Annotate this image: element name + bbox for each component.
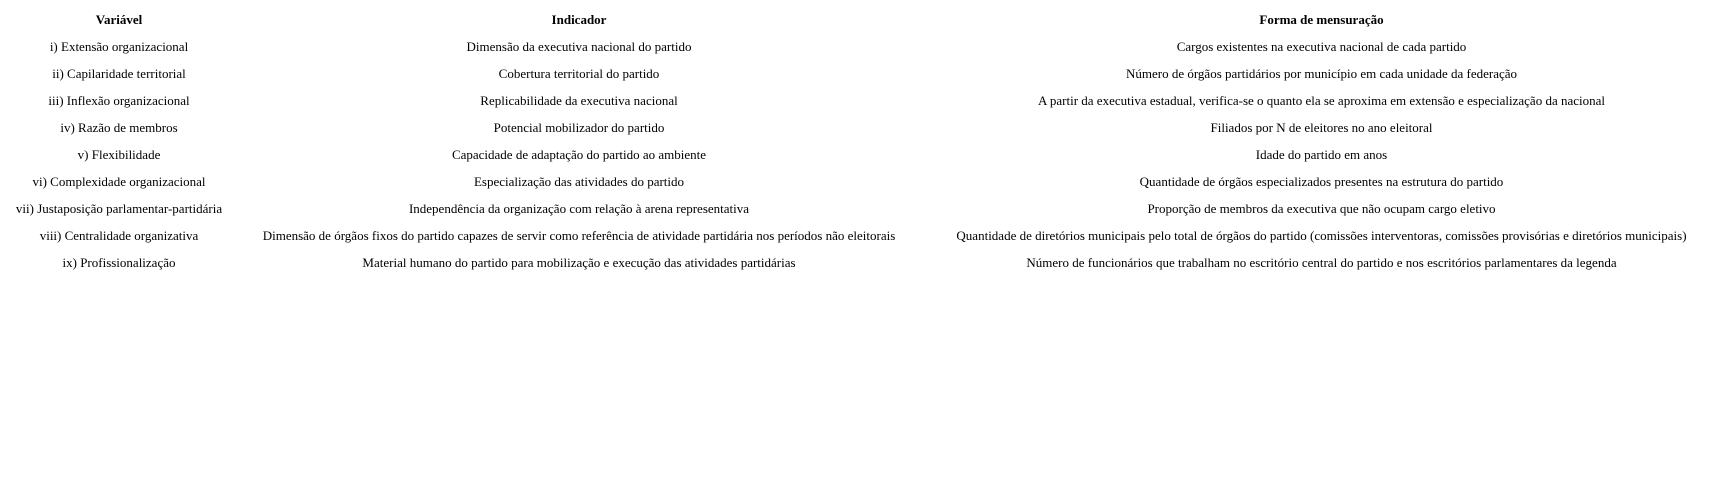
cell-mensuracao: Quantidade de órgãos especializados presentes na estrutura do partido [1139, 174, 1504, 189]
cell-variavel: i) Extensão organizacional [49, 39, 189, 54]
cell-variavel: v) Flexibilidade [77, 147, 161, 162]
table-header [4, 6, 1719, 33]
cell-variavel: iv) Razão de membros [60, 120, 178, 135]
cell-mensuracao: Filiados por N de eleitores no ano eleitoral [1210, 120, 1433, 135]
table-body [4, 33, 1719, 276]
cell-mensuracao: Idade do partido em anos [1255, 147, 1388, 162]
cell-indicador: Potencial mobilizador do partido [493, 120, 665, 135]
cell-variavel: viii) Centralidade organizativa [39, 228, 199, 243]
table-row [4, 222, 1719, 249]
cell-mensuracao: Número de órgãos partidários por município em cada unidade da federação [1125, 66, 1518, 81]
variables-table [4, 6, 1719, 276]
cell-variavel: ix) Profissionalização [62, 255, 176, 270]
table-row [4, 60, 1719, 87]
cell-indicador: Material humano do partido para mobilização e execução das atividades partidárias [362, 255, 796, 270]
table-row [4, 141, 1719, 168]
header-indicador: Indicador [551, 12, 607, 27]
table-row [4, 87, 1719, 114]
cell-variavel: iii) Inflexão organizacional [48, 93, 190, 108]
cell-mensuracao: Quantidade de diretórios municipais pelo total de órgãos do partido (comissões interventoras, comissões provisórias e diretórios municipais) [956, 228, 1687, 243]
cell-indicador: Independência da organização com relação à arena representativa [408, 201, 750, 216]
cell-indicador: Capacidade de adaptação do partido ao ambiente [451, 147, 707, 162]
cell-indicador: Replicabilidade da executiva nacional [480, 93, 678, 108]
table-row [4, 114, 1719, 141]
cell-variavel: vi) Complexidade organizacional [32, 174, 206, 189]
table-row [4, 195, 1719, 222]
table-row [4, 168, 1719, 195]
header-row [4, 6, 1719, 33]
table-row [4, 249, 1719, 276]
header-forma-de-mensuracao: Forma de mensuração [1259, 12, 1384, 27]
cell-mensuracao: Cargos existentes na executiva nacional de cada partido [1176, 39, 1467, 54]
cell-mensuracao: A partir da executiva estadual, verifica-se o quanto ela se aproxima em extensão e especialização da nacional [1037, 93, 1606, 108]
cell-mensuracao: Número de funcionários que trabalham no escritório central do partido e nos escritórios parlamentares da legenda [1026, 255, 1617, 270]
cell-variavel: vii) Justaposição parlamentar-partidária [15, 201, 223, 216]
cell-mensuracao: Proporção de membros da executiva que não ocupam cargo eletivo [1147, 201, 1496, 216]
cell-variavel: ii) Capilaridade territorial [52, 66, 186, 81]
cell-indicador: Especialização das atividades do partido [473, 174, 685, 189]
cell-indicador: Dimensão de órgãos fixos do partido capazes de servir como referência de atividade partidária nos períodos não eleitorais [262, 228, 896, 243]
cell-indicador: Cobertura territorial do partido [498, 66, 660, 81]
cell-indicador: Dimensão da executiva nacional do partido [466, 39, 692, 54]
table-row [4, 33, 1719, 60]
header-variavel: Variável [95, 12, 143, 27]
